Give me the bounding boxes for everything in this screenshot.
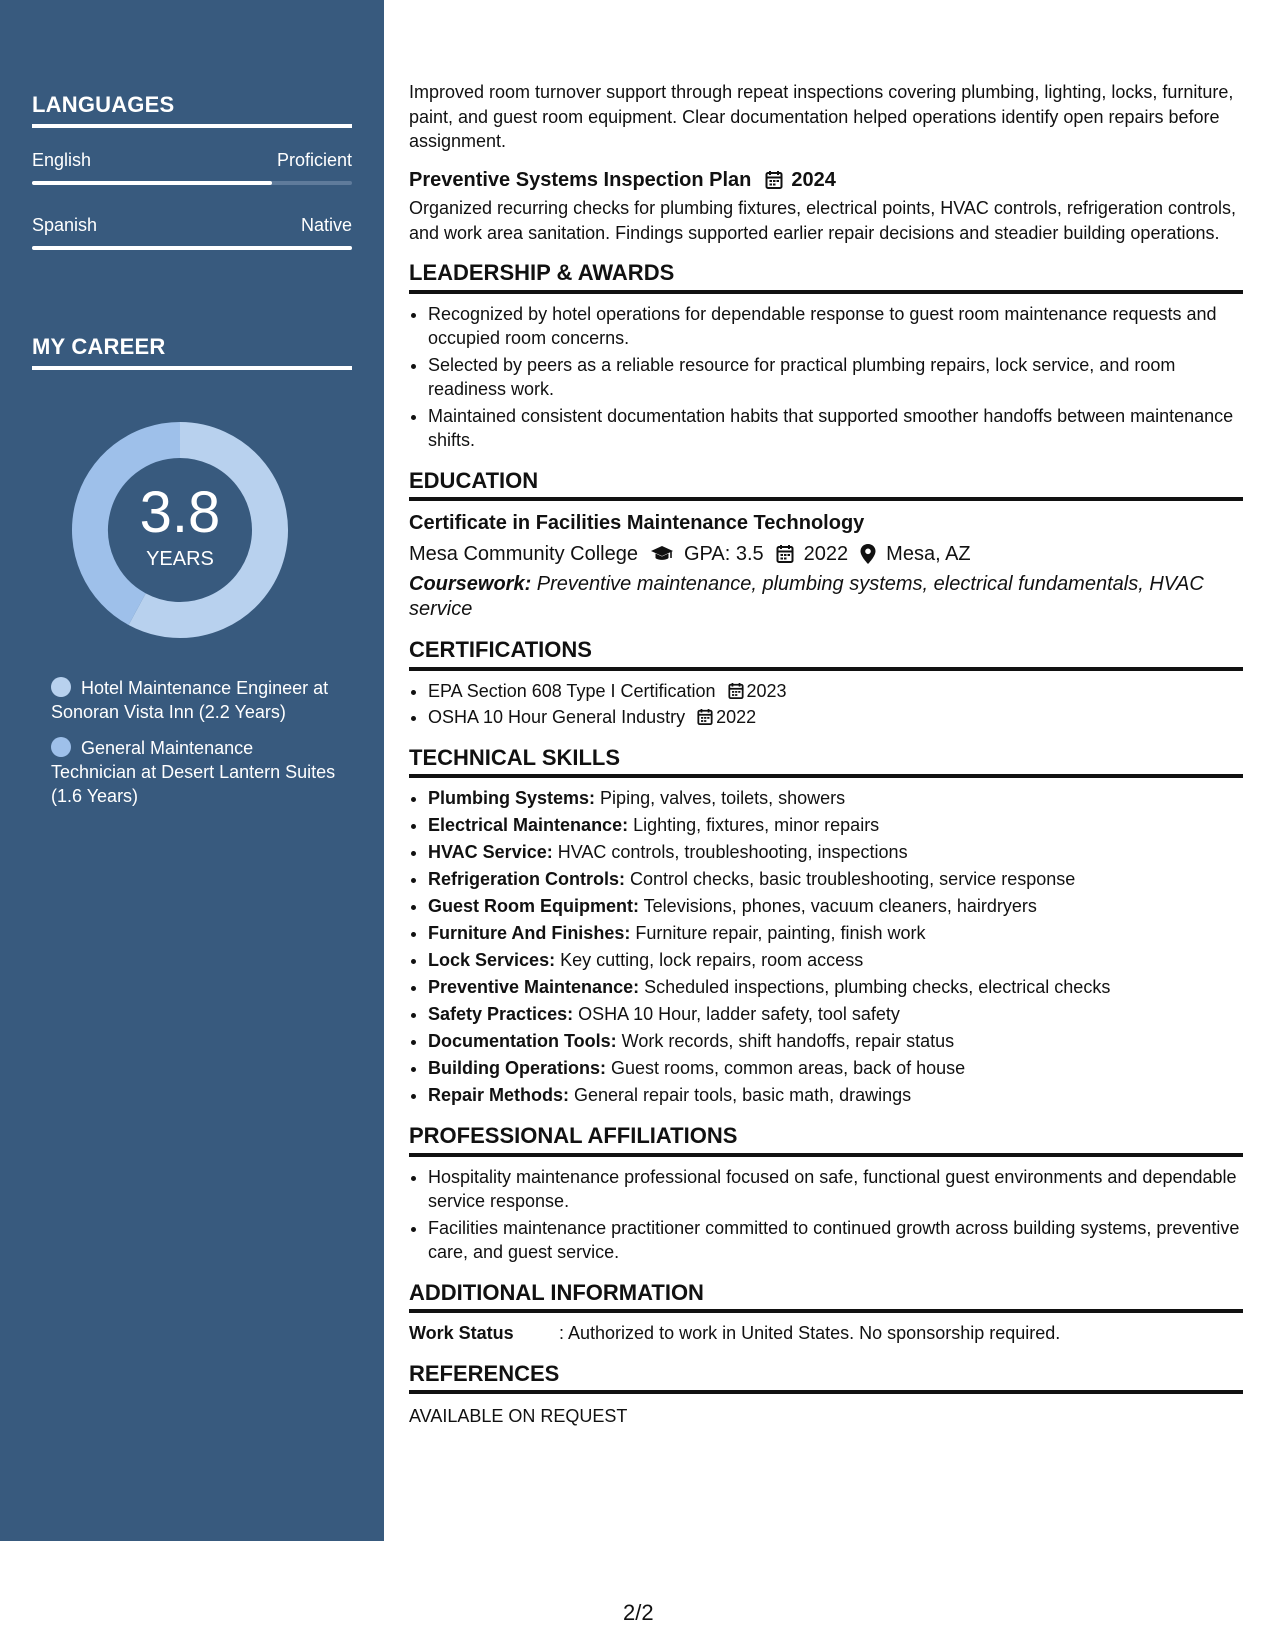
affiliations-heading: PROFESSIONAL AFFILIATIONS [409, 1124, 1243, 1157]
certifications-heading: CERTIFICATIONS [409, 638, 1243, 671]
language-bar-fill [32, 181, 272, 185]
legend-dot-icon [51, 737, 71, 757]
skill-value: Furniture repair, painting, finish work [630, 923, 926, 943]
skill-label: Furniture And Finishes: [428, 923, 631, 943]
references-text: AVAILABLE ON REQUEST [409, 1406, 628, 1426]
career-total [66, 416, 294, 644]
work-status-row [409, 1321, 1243, 1346]
skill-value: Work records, shift handoffs, repair status [616, 1031, 955, 1051]
language-level: Native [300, 215, 352, 235]
languages-section [32, 92, 352, 250]
career-item-text: Hotel Maintenance Engineer at Sonoran Vista Inn (2.2 Years) [51, 678, 329, 722]
calendar-icon [697, 708, 713, 726]
skill-item [428, 840, 1243, 865]
skill-label: Refrigeration Controls: [428, 869, 626, 889]
certification-year: 2023 [746, 680, 787, 701]
work-status-value: : Authorized to work in United States. No sponsorship required. [559, 1323, 1061, 1343]
list-item: • Hospitality maintenance professional focused on safe, functional guest environments and dependable service response. [428, 1165, 1243, 1214]
skill-label: HVAC Service: [428, 842, 553, 862]
graduation-cap-icon [650, 545, 674, 563]
project-title-row [409, 168, 1243, 193]
skill-value: Control checks, basic troubleshooting, service response [625, 869, 1076, 889]
skill-label: Preventive Maintenance: [428, 977, 640, 997]
calendar-icon [765, 170, 783, 190]
certification-item [428, 705, 1243, 730]
education-location: Mesa, AZ [886, 542, 971, 565]
skill-value: General repair tools, basic math, drawings [569, 1085, 912, 1105]
language-name: Spanish [32, 215, 98, 235]
career-legend-item [51, 676, 341, 724]
certification-year: 2022 [716, 707, 757, 727]
career-item-text: General Maintenance Technician at Desert Lantern Suites (1.6 Years) [51, 738, 336, 806]
skills-list [409, 786, 1243, 1108]
sidebar [0, 0, 384, 1541]
language-name: English [32, 150, 92, 170]
additional-info-heading: ADDITIONAL INFORMATION [409, 1281, 1243, 1314]
skill-item [428, 813, 1243, 838]
skill-item [428, 975, 1243, 1000]
calendar-icon [728, 682, 744, 700]
intro-paragraph: Improved room turnover support through repeat inspections covering plumbing, lighting, locks, furniture, paint, and guest room equipment. Clear documentation helped operations identify open repairs before assignment. [409, 82, 1234, 151]
project-year: 2024 [791, 168, 836, 191]
skill-item [428, 948, 1243, 973]
leadership-heading: LEADERSHIP & AWARDS [409, 261, 1243, 294]
skill-item [428, 1029, 1243, 1054]
list-item: • Selected by peers as a reliable resource for practical plumbing repairs, lock service, and room readiness work. [428, 353, 1243, 402]
coursework-label: Coursework: [409, 573, 532, 595]
skill-label: Plumbing Systems: [428, 788, 596, 808]
language-bar-spanish [32, 246, 352, 250]
list-item: • Recognized by hotel operations for dependable response to guest room maintenance requests and occupied room concerns. [428, 302, 1243, 351]
skill-item [428, 1056, 1243, 1081]
skill-label: Lock Services: [428, 950, 556, 970]
certifications-list [409, 679, 1243, 730]
skill-item [428, 1083, 1243, 1108]
project-description: Organized recurring checks for plumbing fixtures, electrical points, HVAC controls, refrigeration controls, and work area sanitation. Findings supported earlier repair decisions and steadier building operations. [409, 198, 1237, 243]
education-school: Mesa Community College [409, 542, 638, 565]
certification-name: • OSHA 10 Hour General Industry [428, 707, 686, 727]
skill-label: Building Operations: [428, 1058, 606, 1078]
skill-value: Scheduled inspections, plumbing checks, electrical checks [639, 977, 1111, 997]
skill-value: Guest rooms, common areas, back of house [606, 1058, 966, 1078]
calendar-icon [776, 544, 794, 564]
education-gpa: GPA: 3.5 [683, 542, 764, 565]
language-bar-fill [32, 246, 352, 250]
leadership-list [409, 302, 1243, 453]
coursework-text: Preventive maintenance, plumbing systems, electrical fundamentals, HVAC service [409, 573, 1204, 620]
language-row-english [32, 150, 352, 171]
work-status-label: Work Status [409, 1323, 514, 1343]
skill-item [428, 1002, 1243, 1027]
career-donut-chart [66, 416, 294, 644]
education-coursework [409, 572, 1243, 622]
skill-value: Piping, valves, toilets, showers [595, 788, 846, 808]
skill-item [428, 786, 1243, 811]
certification-item [428, 679, 1243, 704]
skill-item [428, 867, 1243, 892]
page-number: 2/2 [623, 1600, 654, 1625]
career-heading: MY CAREER [32, 334, 352, 370]
career-legend-item [51, 736, 341, 808]
education-degree: Certificate in Facilities Maintenance Technology [409, 512, 865, 534]
languages-heading: LANGUAGES [32, 92, 352, 128]
skill-label: Repair Methods: [428, 1085, 570, 1105]
skill-value: Televisions, phones, vacuum cleaners, hairdryers [639, 896, 1037, 916]
education-meta [409, 542, 1243, 567]
skill-item [428, 921, 1243, 946]
project-title: Preventive Systems Inspection Plan [409, 168, 752, 191]
legend-dot-icon [51, 677, 71, 697]
list-item: • Maintained consistent documentation habits that supported smoother handoffs between maintenance shifts. [428, 404, 1243, 453]
skill-value: Lighting, fixtures, minor repairs [628, 815, 880, 835]
list-item: • Facilities maintenance practitioner committed to continued growth across building systems, preventive care, and guest service. [428, 1216, 1243, 1265]
skill-item [428, 894, 1243, 919]
main-content [409, 80, 1243, 1429]
skill-label: Electrical Maintenance: [428, 815, 629, 835]
career-legend [51, 676, 341, 820]
language-level: Proficient [276, 150, 352, 170]
education-heading: EDUCATION [409, 469, 1243, 502]
education-year: 2022 [803, 542, 849, 565]
skill-label: Guest Room Equipment: [428, 896, 639, 916]
skill-value: OSHA 10 Hour, ladder safety, tool safety [573, 1004, 900, 1024]
affiliations-list [409, 1165, 1243, 1265]
skills-heading: TECHNICAL SKILLS [409, 746, 1243, 779]
language-row-spanish [32, 215, 352, 236]
skill-label: Safety Practices: [428, 1004, 574, 1024]
skill-label: Documentation Tools: [428, 1031, 617, 1051]
career-total-value: 3.8 [139, 479, 221, 545]
language-bar-english [32, 181, 352, 185]
certification-name: • EPA Section 608 Type I Certification [428, 680, 716, 701]
map-pin-icon [860, 544, 876, 564]
career-total-unit: YEARS [146, 547, 214, 570]
references-heading: REFERENCES [409, 1362, 1243, 1395]
skill-value: HVAC controls, troubleshooting, inspections [552, 842, 908, 862]
skill-value: Key cutting, lock repairs, room access [555, 950, 864, 970]
career-section [32, 334, 352, 370]
